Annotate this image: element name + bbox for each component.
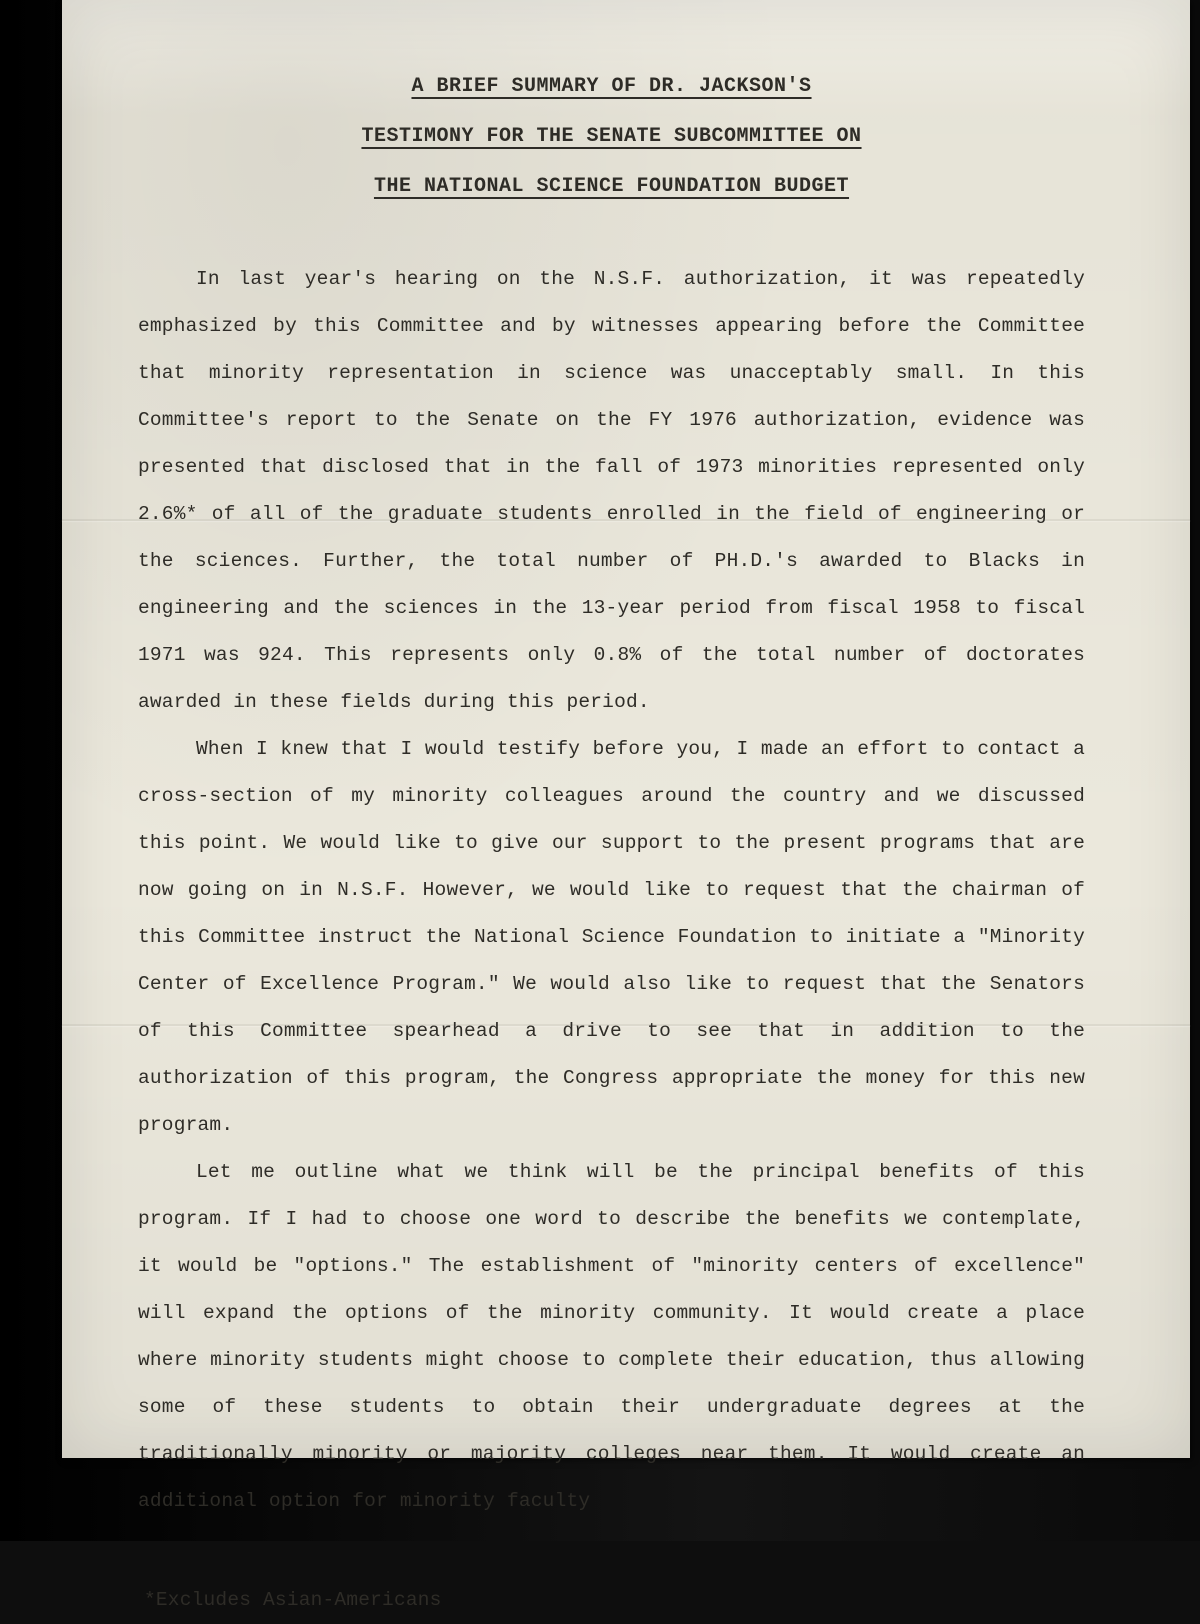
document-title — [138, 62, 1085, 212]
document-title-line-3: THE NATIONAL SCIENCE FOUNDATION BUDGET — [373, 175, 850, 198]
document-page — [62, 0, 1190, 1611]
document-title-line-2: TESTIMONY FOR THE SENATE SUBCOMMITTEE ON — [361, 125, 862, 148]
document-title-line-1: A BRIEF SUMMARY OF DR. JACKSON'S — [411, 75, 812, 98]
paragraph-2: When I knew that I would testify before you, I made an effort to contact a cross-section of my minority colleagues around the country and we discussed this point. We would like to give our support to the present programs that are now going on in N.S.F. However, we would like to request that the chairman of this Committee instruct the National Science Foundation to initiate a "Minority Center of Excellence Program." We would also like to request that the Senators of this Committee spearhead a drive to see that in addition to the authorization of this program, the Congress appropriate the money for this new program. — [138, 738, 1085, 1136]
paragraph-3: Let me outline what we think will be the principal benefits of this program. If I had to choose one word to describe the benefits we contemplate, it would be "options." The establishment of "minority centers of excellence" will expand the options of the minority community. It would create a place where minority students might choose to complete their education, thus allowing some of these students to obtain their undergraduate degrees at the traditionally minority or majority colleges near them. It would create an additional option for minority faculty — [138, 1161, 1085, 1512]
footnote: *Excludes Asian-Americans — [144, 1589, 442, 1611]
paragraph-1: In last year's hearing on the N.S.F. authorization, it was repeatedly emphasized by this Committee and by witnesses appearing before the Committee that minority representation in science was unacceptably small. In this Committee's report to the Senate on the FY 1976 authorization, evidence was presented that disclosed that in the fall of 1973 minorities represented only 2.6%* of all of the graduate students enrolled in the field of engineering or the sciences. Further, the total number of PH.D.'s awarded to Blacks in engineering and the sciences in the 13-year period from fiscal 1958 to fiscal 1971 was 924. This represents only 0.8% of the total number of doctorates awarded in these fields during this period. — [138, 268, 1085, 713]
document-content — [138, 62, 1085, 1624]
